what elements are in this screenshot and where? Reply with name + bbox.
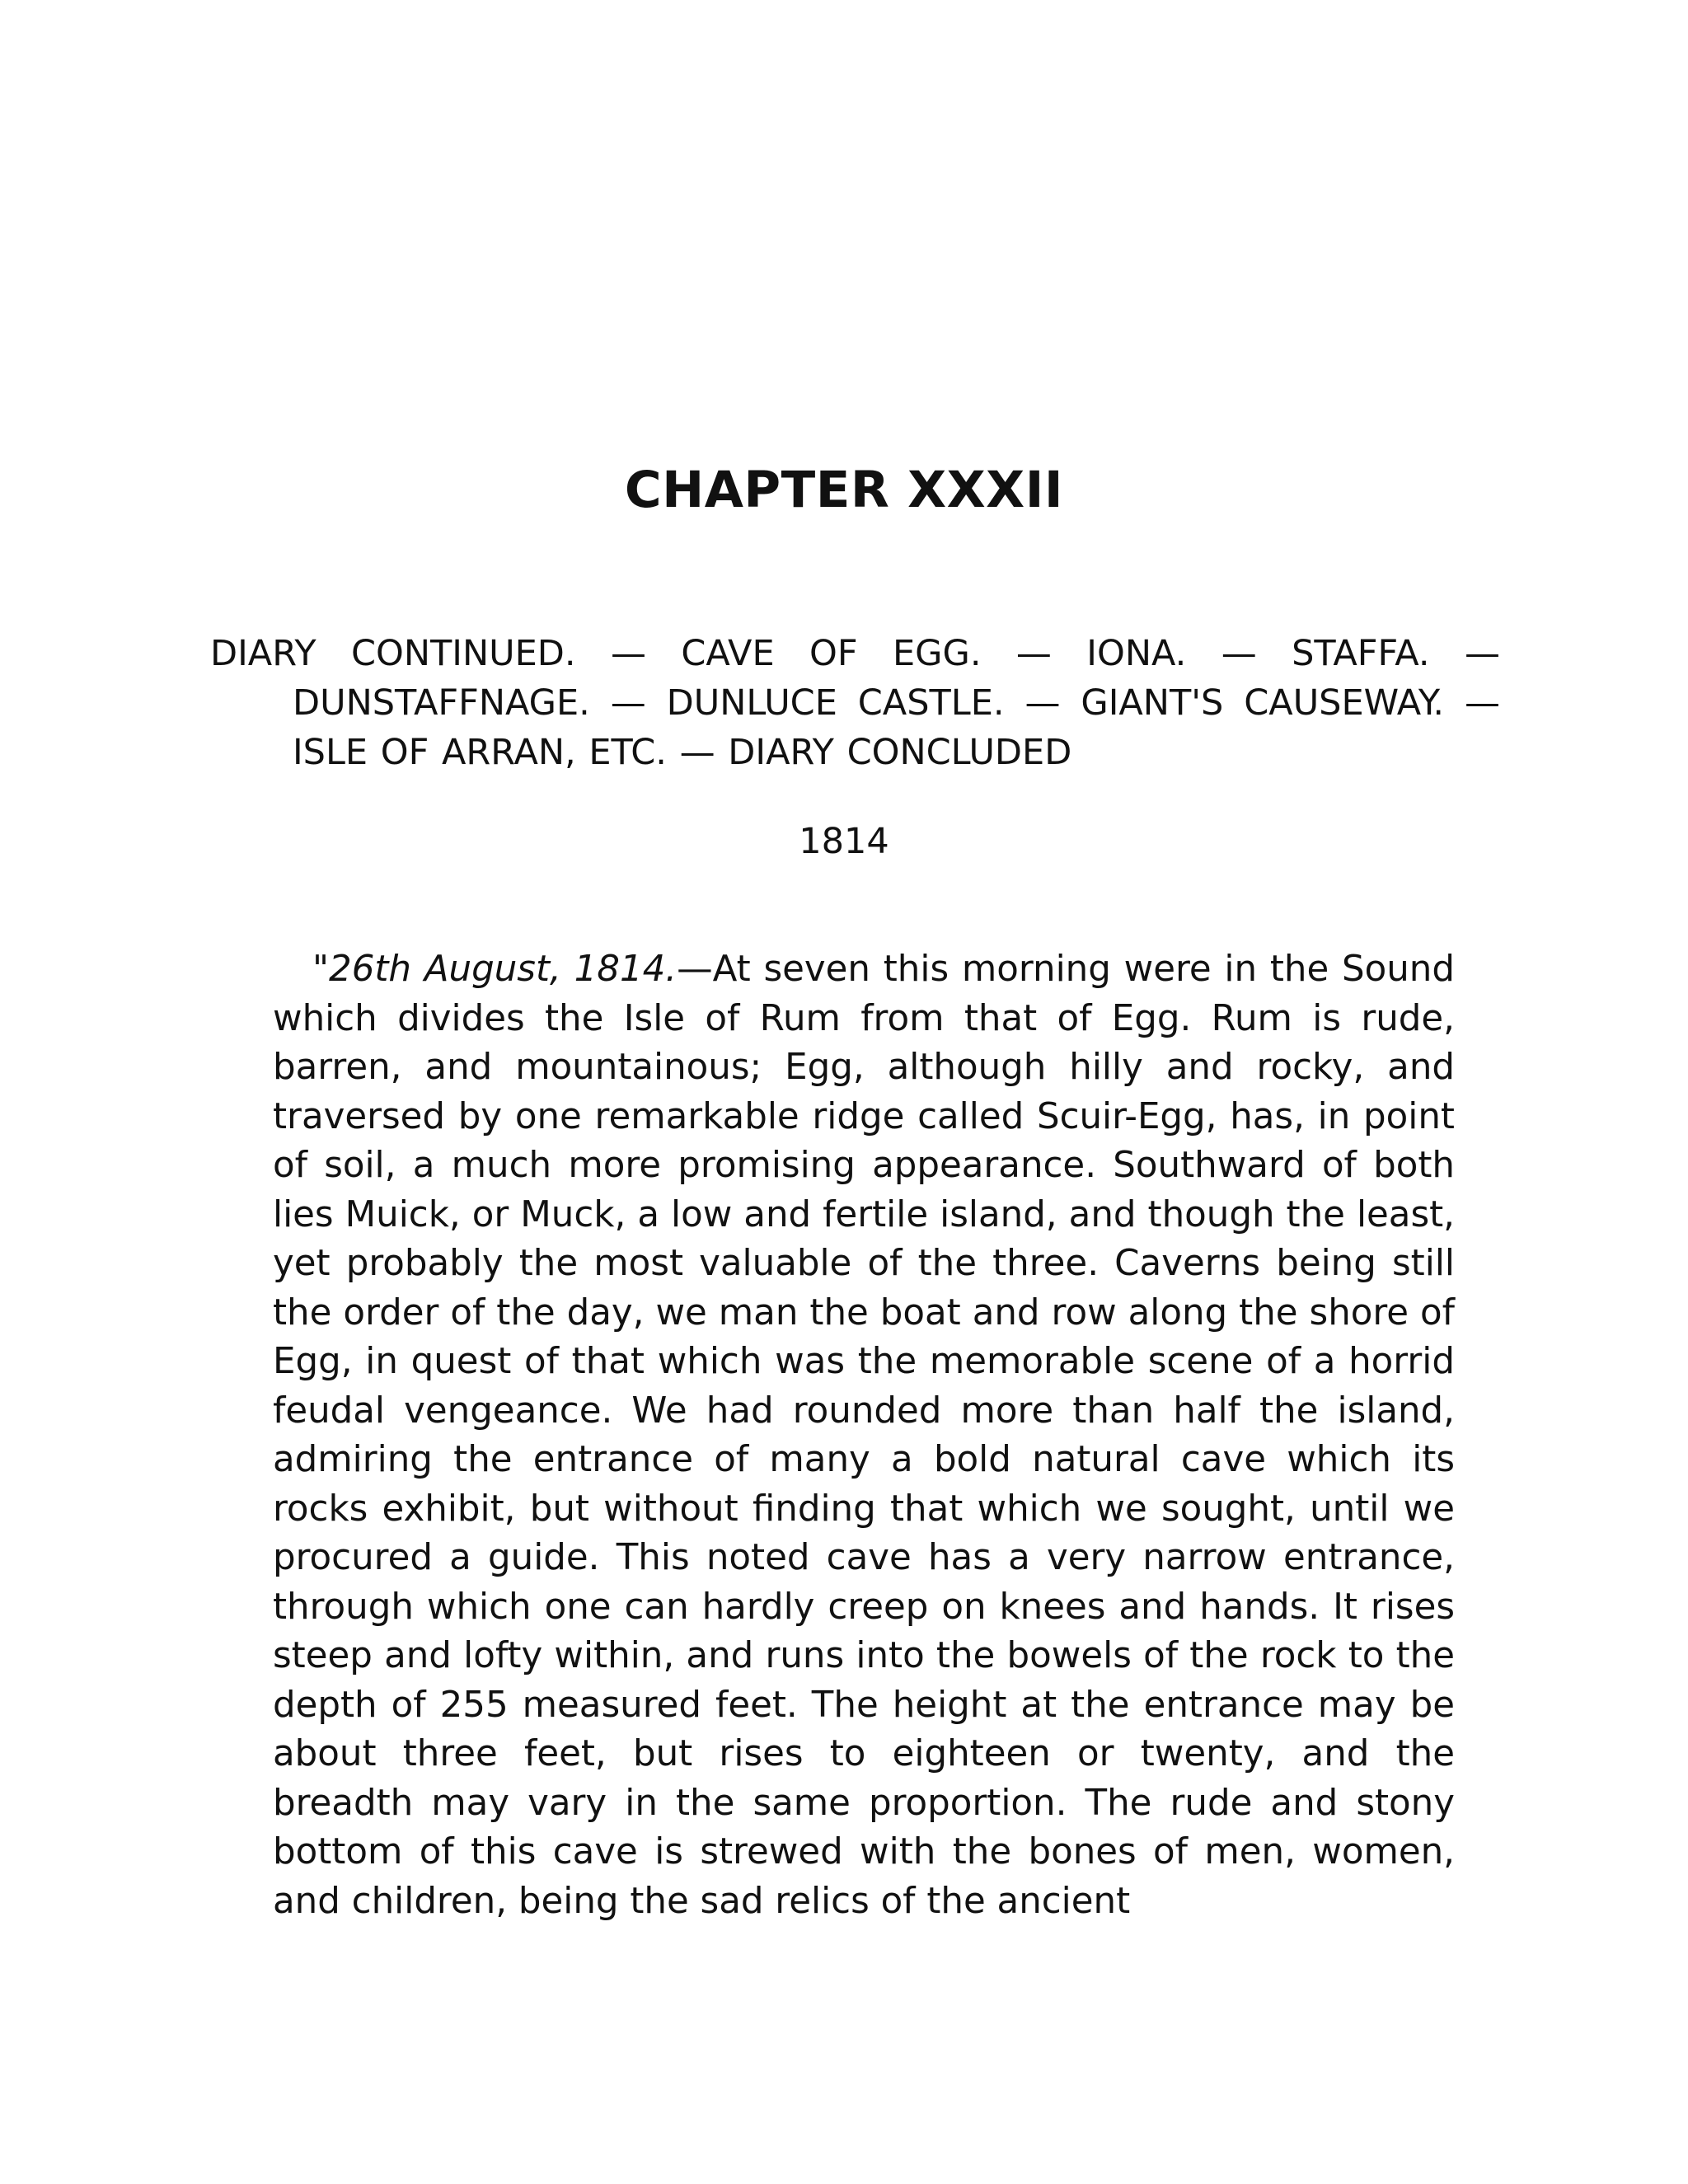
body-paragraph [273,945,1455,1926]
chapter-summary: DIARY CONTINUED. — CAVE OF EGG. — IONA. — STAFFA. — DUNSTAFFNAGE. — DUNLUCE CASTLE. — GIANT'S CAUSEWAY. — ISLE OF ARRAN, ETC. — DIARY CONCLUDED [210,633,1500,773]
opening-quote: " [312,949,330,990]
paragraph-text: —At seven this morning were in the Sound which divides the Isle of Rum from that of Egg. Rum is rude, barren, and mountainous; Egg, although hilly and rocky, and traversed by one remarkable ridge called Scuir-Egg, has, in point of soil, a much more promising appearance. Southward of both lies Muick, or Muck, a low and fertile island, and though the least, yet probably the most valuable of the three. Caverns being still the order of the day, we man the boat and row along the shore of Egg, in quest of that which was the memorable scene of a horrid feudal vengeance. We had rounded more than half the island, admiring the entrance of many a bold natural cave which its rocks exhibit, but without finding that which we sought, until we procured a guide. This noted cave has a very narrow entrance, through which one can hardly creep on knees and hands. It rises steep and lofty within, and runs into the bowels of the rock to the depth of 255 measured feet. The height at the entrance may be about three feet, but rises to eighteen or twenty, and the breadth may vary in the same proportion. The rude and stony bottom of this cave is strewed with the bones of men, women, and children, being the sad relics of the ancient [273,949,1455,1922]
chapter-year: 1814 [799,821,889,862]
chapter-title: CHAPTER XXXII [624,461,1064,519]
diary-date: 26th August, 1814. [329,949,678,990]
